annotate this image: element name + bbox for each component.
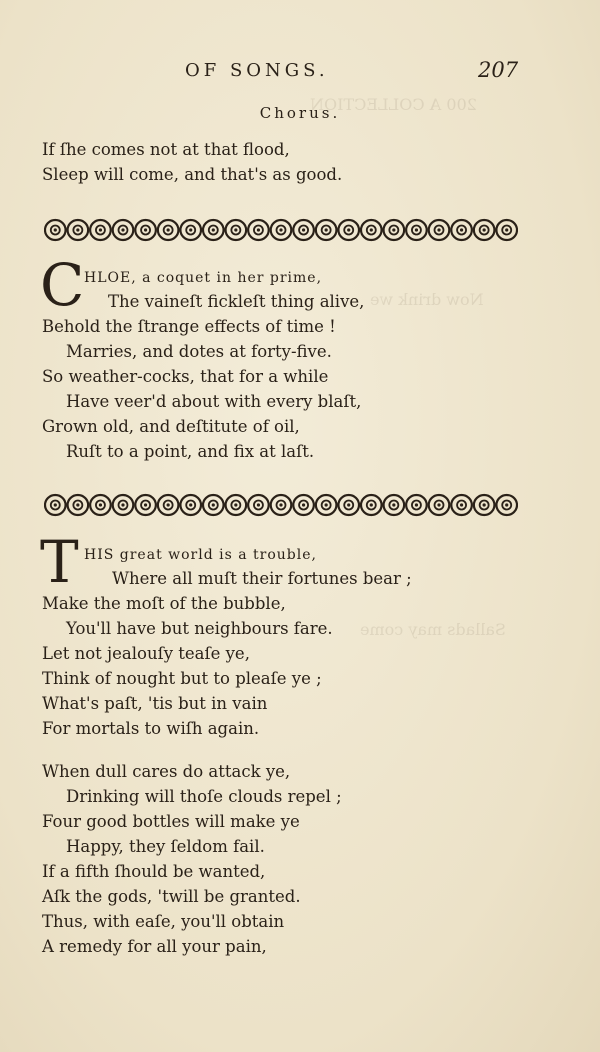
ornament-swirl-icon: [316, 495, 337, 515]
verse-first-line: HLOE, a coquet in her prime,: [84, 270, 323, 286]
ornament-swirl-icon: [451, 220, 472, 240]
ornament-swirl-icon: [293, 220, 314, 240]
ornament-swirl-icon: [113, 220, 134, 240]
ornament-swirl-icon: [180, 495, 201, 515]
bleed-through-text: Sallads may come: [360, 620, 506, 639]
ornament-swirl-icon: [271, 495, 292, 515]
ornament-swirl-icon: [496, 495, 517, 515]
ornament-swirl-icon: [248, 220, 269, 240]
verse-line: Ruſt to a point, and fix at laſt.: [66, 442, 315, 461]
ornament-swirl-icon: [226, 220, 247, 240]
ornament-swirl-icon: [203, 495, 224, 515]
ornament-swirl-icon: [248, 495, 269, 515]
drop-cap: C: [40, 251, 85, 319]
verse-line: Think of nought but to pleaſe ye ;: [42, 669, 322, 688]
ornament-swirl-icon: [361, 495, 382, 515]
verse-line: Have veer'd about with every blaſt,: [66, 392, 362, 411]
verse-line: If a fifth ſhould be wanted,: [42, 862, 266, 881]
verse-line: [84, 267, 322, 286]
ornament-swirl-icon: [293, 495, 314, 515]
verse-line: Drinking will thoſe clouds repel ;: [66, 787, 342, 806]
ornament-swirl-icon: [316, 220, 337, 240]
verse-line: Sleep will come, and that's as good.: [42, 165, 343, 184]
ornament-swirl-icon: [271, 220, 292, 240]
ornament-swirl-icon: [203, 220, 224, 240]
verse-line: You'll have but neighbours fare.: [66, 619, 333, 638]
verse-line: Let not jealouſy teaſe ye,: [42, 644, 250, 663]
ornament-swirl-icon: [474, 495, 495, 515]
ornament-swirl-icon: [180, 220, 201, 240]
page-number: 207: [478, 58, 519, 82]
ornament-swirl-icon: [338, 220, 359, 240]
ornament-swirl-icon: [406, 220, 427, 240]
ornament-swirl-icon: [45, 220, 66, 240]
ornamental-border: [44, 217, 518, 243]
verse-line: Make the moſt of the bubble,: [42, 594, 286, 613]
verse-line: So weather-cocks, that for a while: [42, 367, 329, 386]
verse-line: Thus, with eaſe, you'll obtain: [42, 912, 285, 931]
verse-line: The vaineſt fickleſt thing alive,: [108, 292, 365, 311]
verse-first-line: HIS great world is a trouble,: [84, 547, 317, 563]
drop-cap: T: [40, 528, 79, 596]
verse-line: Behold the ſtrange effects of time !: [42, 317, 336, 336]
ornament-swirl-icon: [68, 220, 89, 240]
ornament-swirl-icon: [384, 220, 405, 240]
verse-line: Happy, they ſeldom fail.: [66, 837, 265, 856]
verse-line: Aſk the gods, 'twill be granted.: [42, 887, 301, 906]
ornament-swirl-icon: [384, 495, 405, 515]
ornament-swirl-icon: [429, 495, 450, 515]
bleed-through-text: Now drink we: [370, 290, 484, 309]
ornament-swirl-icon: [158, 495, 179, 515]
chorus-heading: Chorus.: [259, 104, 341, 122]
verse-line: Grown old, and deſtitute of oil,: [42, 417, 300, 436]
verse-line: Four good bottles will make ye: [42, 812, 300, 831]
ornament-swirl-icon: [135, 495, 156, 515]
verse-line: A remedy for all your pain,: [42, 937, 267, 956]
ornament-swirl-icon: [135, 220, 156, 240]
verse-line: When dull cares do attack ye,: [42, 762, 291, 781]
verse-line: [84, 544, 317, 563]
ornamental-border: [44, 492, 518, 518]
ornament-swirl-icon: [45, 495, 66, 515]
ornament-swirl-icon: [474, 220, 495, 240]
verse-line: Marries, and dotes at forty-five.: [66, 342, 332, 361]
bleed-through-text: 200 A COLLECTION: [310, 95, 477, 114]
ornament-swirl-icon: [496, 220, 517, 240]
ornament-swirl-icon: [338, 495, 359, 515]
ornament-swirl-icon: [113, 495, 134, 515]
ornament-swirl-icon: [226, 495, 247, 515]
ornament-swirl-icon: [429, 220, 450, 240]
ornament-swirl-icon: [158, 220, 179, 240]
verse-line: What's paſt, 'tis but in vain: [42, 694, 268, 713]
ornament-swirl-icon: [90, 220, 111, 240]
verse-line: Where all muſt their fortunes bear ;: [112, 569, 412, 588]
ornament-swirl-icon: [90, 495, 111, 515]
ornament-swirl-icon: [68, 495, 89, 515]
verse-line: If ſhe comes not at that flood,: [42, 140, 290, 159]
running-head: [0, 60, 600, 90]
ornament-swirl-icon: [361, 220, 382, 240]
running-title: OF SONGS.: [185, 60, 329, 81]
verse-line: For mortals to wiſh again.: [42, 719, 260, 738]
ornament-swirl-icon: [451, 495, 472, 515]
ornament-swirl-icon: [406, 495, 427, 515]
